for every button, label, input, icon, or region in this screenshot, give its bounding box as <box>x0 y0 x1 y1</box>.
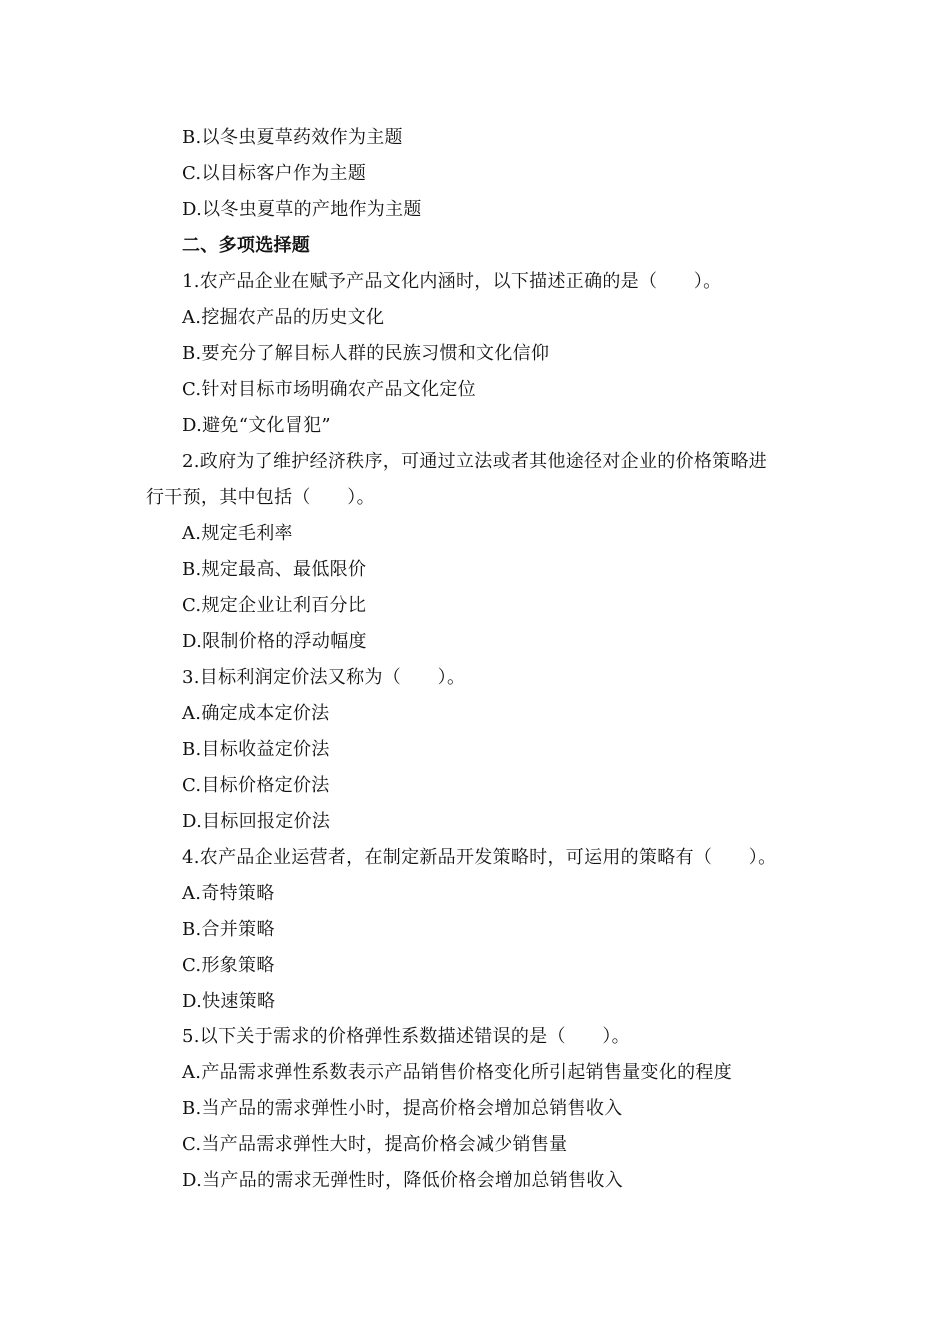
question-4-option-a: A.奇特策略 <box>182 883 275 904</box>
question-1-option-d: D.避免“文化冒犯” <box>182 415 331 436</box>
question-2-option-b: B.规定最高、最低限价 <box>182 559 367 580</box>
option-b: B.以冬虫夏草药效作为主题 <box>182 127 403 148</box>
question-5-option-c: C.当产品需求弹性大时，提高价格会减少销售量 <box>182 1134 568 1155</box>
option-c: C.以目标客户作为主题 <box>182 163 367 184</box>
question-2-option-d: D.限制价格的浮动幅度 <box>182 631 367 652</box>
question-3-option-b: B.目标收益定价法 <box>182 739 330 760</box>
section-heading: 二、多项选择题 <box>182 235 311 256</box>
question-4-option-c: C.形象策略 <box>182 955 275 976</box>
question-4-option-b: B.合并策略 <box>182 919 275 940</box>
option-d: D.以冬虫夏草的产地作为主题 <box>182 199 422 220</box>
question-2-option-a: A.规定毛利率 <box>182 523 293 544</box>
question-5-stem: 5.以下关于需求的价格弹性系数描述错误的是（ ）。 <box>182 1026 630 1047</box>
question-2-stem: 2.政府为了维护经济秩序，可通过立法或者其他途径对企业的价格策略进 <box>182 451 768 472</box>
question-4-stem: 4.农产品企业运营者，在制定新品开发策略时，可运用的策略有（ ）。 <box>182 847 777 868</box>
question-1-stem: 1.农产品企业在赋予产品文化内涵时，以下描述正确的是（ ）。 <box>182 271 722 292</box>
question-2-stem-continued: 行干预，其中包括（ ）。 <box>146 487 375 508</box>
question-1-option-a: A.挖掘农产品的历史文化 <box>182 307 385 328</box>
question-2-option-c: C.规定企业让利百分比 <box>182 595 367 616</box>
question-3-option-c: C.目标价格定价法 <box>182 775 330 796</box>
question-3-option-d: D.目标回报定价法 <box>182 811 331 832</box>
question-5-option-b: B.当产品的需求弹性小时，提高价格会增加总销售收入 <box>182 1098 623 1119</box>
question-5-option-d: D.当产品的需求无弹性时，降低价格会增加总销售收入 <box>182 1170 624 1191</box>
question-3-stem: 3.目标利润定价法又称为（ ）。 <box>182 667 466 688</box>
question-3-option-a: A.确定成本定价法 <box>182 703 330 724</box>
question-1-option-c: C.针对目标市场明确农产品文化定位 <box>182 379 476 400</box>
question-5-option-a: A.产品需求弹性系数表示产品销售价格变化所引起销售量变化的程度 <box>182 1062 733 1083</box>
question-1-option-b: B.要充分了解目标人群的民族习惯和文化信仰 <box>182 343 550 364</box>
question-4-option-d: D.快速策略 <box>182 991 276 1012</box>
